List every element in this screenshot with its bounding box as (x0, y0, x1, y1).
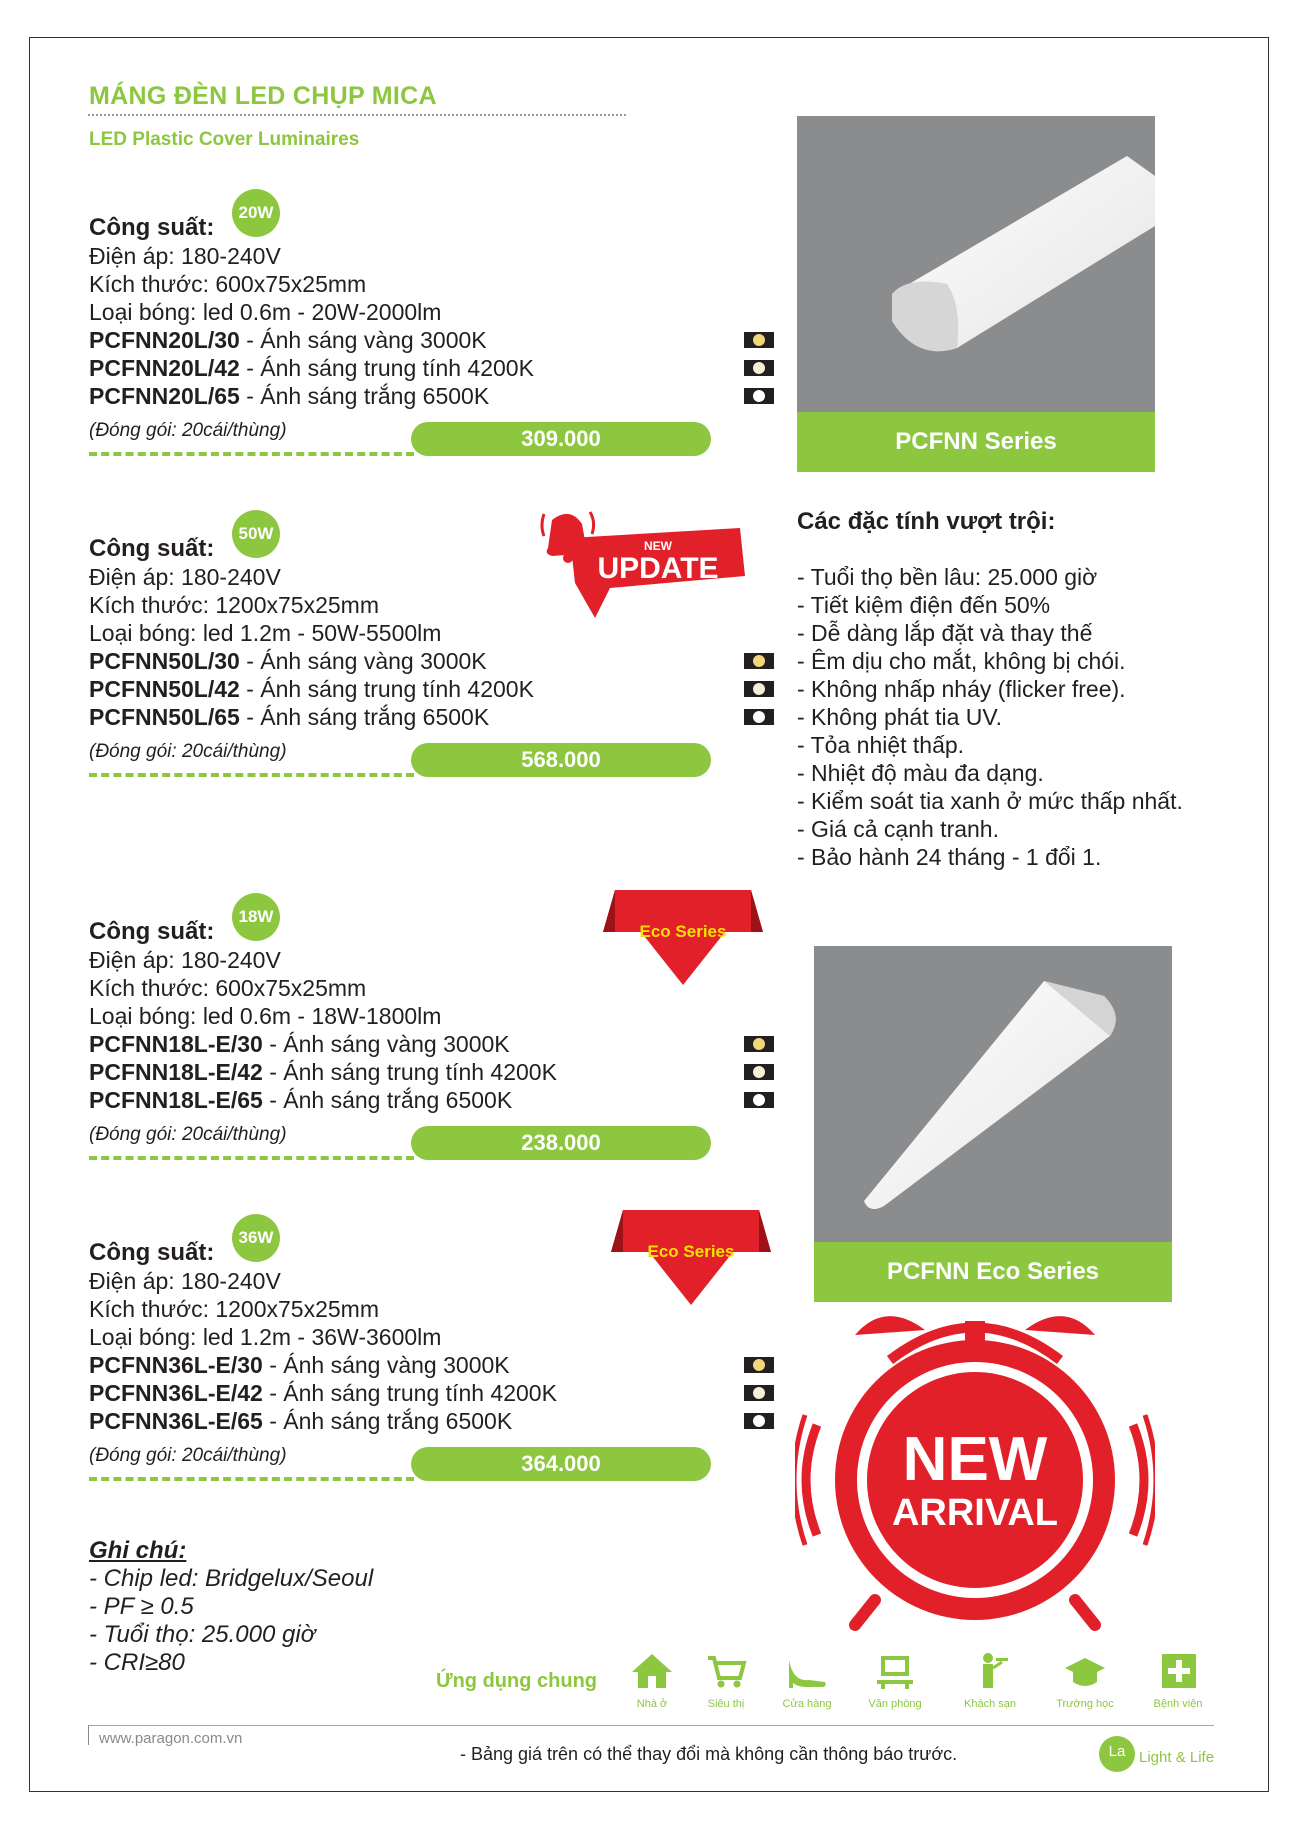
notes-title: Ghi chú: (89, 1537, 187, 1564)
luminaire-illustration (814, 946, 1172, 1242)
eco-series-badge (611, 1210, 771, 1305)
warm-light-swatch-icon (744, 653, 774, 669)
feature-item: - Êm dịu cho mắt, không bị chói. (797, 648, 1126, 674)
feature-item: - Không nhấp nháy (flicker free). (797, 676, 1126, 702)
voltage-spec: Điện áp: 180-240V (89, 564, 281, 590)
variant-code: PCFNN36L-E/30 (89, 1352, 263, 1378)
variant-code: PCFNN18L-E/42 (89, 1059, 263, 1085)
variant-code: PCFNN50L/42 (89, 676, 240, 702)
application-hospital (1138, 1652, 1218, 1710)
size-spec: Kích thước: 600x75x25mm (89, 975, 367, 1001)
light-and-life-logo (1097, 1734, 1287, 1774)
website-url: www.paragon.com.vn (99, 1730, 243, 1747)
note-item: - Tuổi thọ: 25.000 giờ (89, 1621, 316, 1648)
variant-code: PCFNN50L/30 (89, 648, 240, 674)
medical-cross-icon (1156, 1652, 1200, 1690)
variant-row (89, 1087, 512, 1114)
variant-desc: - Ánh sáng trung tính 4200K (262, 1059, 557, 1085)
application-label: Cửa hàng (782, 1698, 832, 1710)
power-badge: 36W (232, 1214, 280, 1262)
variant-row (89, 1059, 557, 1086)
packing-note: (Đóng gói: 20cái/thùng) (89, 420, 287, 441)
features-title: Các đặc tính vượt trội: (797, 508, 1056, 535)
application-home (612, 1652, 692, 1710)
waiter-icon (968, 1652, 1012, 1690)
feature-item: - Nhiệt độ màu đa dạng. (797, 760, 1044, 786)
variant-desc: - Ánh sáng vàng 3000K (262, 1352, 510, 1378)
variant-row (89, 704, 489, 731)
voltage-spec: Điện áp: 180-240V (89, 1268, 281, 1294)
price-tag: 309.000 (411, 422, 711, 456)
graduation-cap-icon (1063, 1652, 1107, 1690)
cart-icon (704, 1652, 748, 1690)
note-item: - PF ≥ 0.5 (89, 1593, 194, 1620)
page-subtitle: LED Plastic Cover Luminaires (89, 129, 360, 150)
variant-code: PCFNN50L/65 (89, 704, 240, 730)
variant-desc: - Ánh sáng trung tính 4200K (239, 355, 534, 381)
variant-code: PCFNN36L-E/42 (89, 1380, 263, 1406)
brand-logo (1097, 1734, 1287, 1774)
variant-row (89, 648, 487, 675)
voltage-spec: Điện áp: 180-240V (89, 947, 281, 973)
size-spec: Kích thước: 1200x75x25mm (89, 592, 380, 618)
application-label: Khách sạn (964, 1698, 1016, 1710)
brand-mark: La (1108, 1743, 1126, 1760)
feature-item: - Kiểm soát tia xanh ở mức thấp nhất. (797, 788, 1183, 814)
application-label: Văn phòng (868, 1698, 922, 1710)
warm-light-swatch-icon (744, 332, 774, 348)
feature-item: - Dễ dàng lắp đặt và thay thế (797, 620, 1093, 646)
product-block-20w (89, 203, 789, 484)
variant-code: PCFNN36L-E/65 (89, 1408, 263, 1434)
variant-desc: - Ánh sáng trung tính 4200K (239, 676, 534, 702)
product-photo-pcfnn (797, 116, 1155, 412)
variant-desc: - Ánh sáng trắng 6500K (262, 1087, 513, 1113)
dashed-divider (89, 452, 414, 456)
dashed-divider (89, 1156, 414, 1160)
variant-code: PCFNN18L-E/30 (89, 1031, 263, 1057)
feature-item: - Tỏa nhiệt thấp. (797, 732, 965, 758)
variant-desc: - Ánh sáng vàng 3000K (262, 1031, 510, 1057)
title-divider (88, 114, 626, 116)
bulb-spec: Loại bóng: led 1.2m - 50W-5500lm (89, 620, 442, 646)
badge-new-text: NEW (644, 539, 672, 553)
photo-caption: PCFNN Series (797, 412, 1155, 472)
warm-light-swatch-icon (744, 1036, 774, 1052)
note-item: - CRI≥80 (89, 1649, 185, 1676)
footer-corner (88, 1725, 89, 1745)
new-arrival-line1: NEW (902, 1425, 1048, 1494)
badge-update-text: UPDATE (597, 552, 719, 585)
voltage-spec: Điện áp: 180-240V (89, 243, 281, 269)
warm-light-swatch-icon (744, 1357, 774, 1373)
application-office (855, 1652, 935, 1710)
application-label: Nhà ở (636, 1698, 668, 1710)
variant-row (89, 1380, 557, 1407)
shoe-icon (785, 1652, 829, 1690)
variant-row (89, 355, 534, 382)
new-arrival-line2: ARRIVAL (891, 1492, 1059, 1534)
eco-series-label: Eco Series (647, 1242, 735, 1261)
cool-light-swatch-icon (744, 709, 774, 725)
variant-row (89, 1408, 512, 1435)
office-icon (873, 1652, 917, 1690)
application-supermarket (686, 1652, 766, 1710)
feature-item: - Tuổi thọ bền lâu: 25.000 giờ (797, 564, 1098, 590)
eco-series-badge (603, 890, 763, 985)
variant-desc: - Ánh sáng trắng 6500K (262, 1408, 513, 1434)
variant-code: PCFNN20L/65 (89, 383, 240, 409)
bulb-spec: Loại bóng: led 1.2m - 36W-3600lm (89, 1324, 442, 1350)
power-label: Công suất: (89, 918, 215, 945)
feature-item: - Giá cả cạnh tranh. (797, 816, 999, 842)
cool-light-swatch-icon (744, 1413, 774, 1429)
variant-row (89, 1352, 510, 1379)
size-spec: Kích thước: 600x75x25mm (89, 271, 367, 297)
power-label: Công suất: (89, 1239, 215, 1266)
packing-note: (Đóng gói: 20cái/thùng) (89, 741, 287, 762)
variant-desc: - Ánh sáng trắng 6500K (239, 704, 490, 730)
brand-text: Light & Life (1139, 1749, 1215, 1766)
price-tag: 568.000 (411, 743, 711, 777)
variant-row (89, 1031, 510, 1058)
price-tag: 238.000 (411, 1126, 711, 1160)
feature-item: - Bảo hành 24 tháng - 1 đổi 1. (797, 844, 1102, 870)
application-hotel (950, 1652, 1030, 1710)
new-arrival-clock-badge (795, 1305, 1155, 1635)
price-disclaimer: - Bảng giá trên có thể thay đổi mà không cần thông báo trước. (460, 1744, 958, 1764)
page-title: MÁNG ĐÈN LED CHỤP MICA (89, 82, 437, 110)
application-label: Siêu thị (707, 1698, 745, 1710)
cool-light-swatch-icon (744, 1092, 774, 1108)
dashed-divider (89, 1477, 414, 1481)
new-update-banner (540, 508, 750, 620)
power-badge: 20W (232, 189, 280, 237)
power-badge: 18W (232, 893, 280, 941)
variant-row (89, 676, 534, 703)
power-label: Công suất: (89, 535, 215, 562)
cool-light-swatch-icon (744, 388, 774, 404)
footer-divider (88, 1725, 1214, 1726)
bulb-spec: Loại bóng: led 0.6m - 20W-2000lm (89, 299, 442, 325)
variant-row (89, 327, 487, 354)
packing-note: (Đóng gói: 20cái/thùng) (89, 1124, 287, 1145)
neutral-light-swatch-icon (744, 360, 774, 376)
variant-code: PCFNN18L-E/65 (89, 1087, 263, 1113)
house-icon (630, 1652, 674, 1690)
product-photo-pcfnn-eco (814, 946, 1172, 1242)
variant-code: PCFNN20L/42 (89, 355, 240, 381)
feature-item: - Tiết kiệm điện đến 50% (797, 592, 1051, 618)
application-label: Trường học (1056, 1698, 1114, 1710)
power-badge: 50W (232, 510, 280, 558)
neutral-light-swatch-icon (744, 1064, 774, 1080)
dashed-divider (89, 773, 414, 777)
variant-desc: - Ánh sáng vàng 3000K (239, 327, 487, 353)
photo-caption: PCFNN Eco Series (814, 1242, 1172, 1302)
price-tag: 364.000 (411, 1447, 711, 1481)
new-update-badge (540, 508, 750, 620)
note-item: - Chip led: Bridgelux/Seoul (89, 1565, 374, 1592)
variant-row (89, 383, 489, 410)
applications-title: Ứng dụng chung (436, 1670, 597, 1692)
size-spec: Kích thước: 1200x75x25mm (89, 1296, 380, 1322)
variant-desc: - Ánh sáng trung tính 4200K (262, 1380, 557, 1406)
alarm-clock-icon (795, 1305, 1155, 1635)
bulb-spec: Loại bóng: led 0.6m - 18W-1800lm (89, 1003, 442, 1029)
luminaire-illustration (797, 116, 1155, 412)
feature-item: - Không phát tia UV. (797, 704, 1003, 730)
application-school (1045, 1652, 1125, 1710)
application-label: Bệnh viện (1153, 1698, 1203, 1710)
variant-code: PCFNN20L/30 (89, 327, 240, 353)
application-shop (767, 1652, 847, 1710)
neutral-light-swatch-icon (744, 1385, 774, 1401)
variant-desc: - Ánh sáng vàng 3000K (239, 648, 487, 674)
variant-desc: - Ánh sáng trắng 6500K (239, 383, 490, 409)
neutral-light-swatch-icon (744, 681, 774, 697)
packing-note: (Đóng gói: 20cái/thùng) (89, 1445, 287, 1466)
eco-series-label: Eco Series (639, 922, 727, 941)
power-label: Công suất: (89, 214, 215, 241)
